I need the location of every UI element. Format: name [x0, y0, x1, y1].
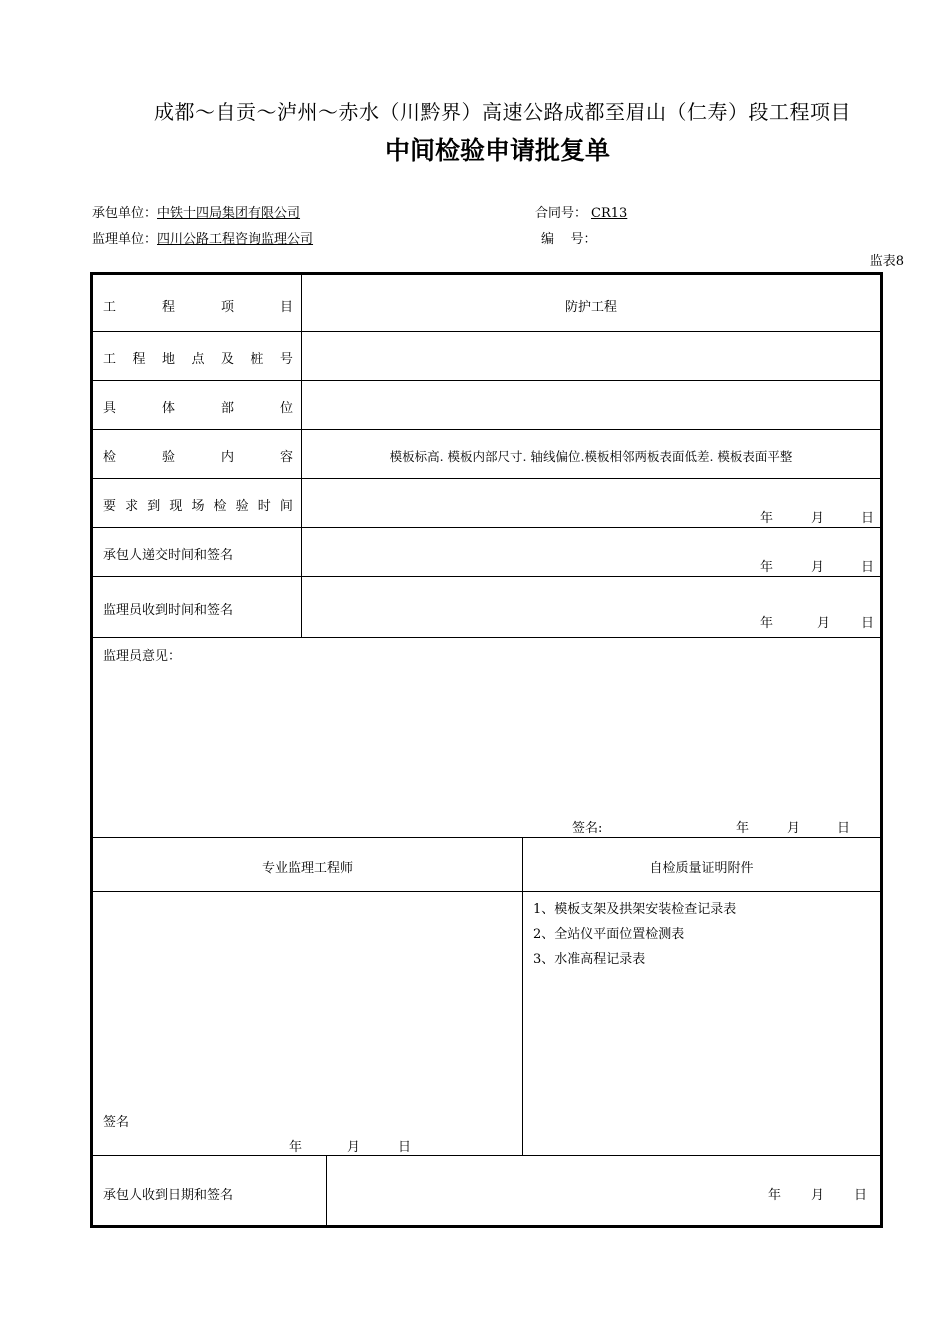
- serial-label: 编 号：: [541, 232, 597, 247]
- page-title: 中间检验申请批复单: [384, 136, 610, 165]
- location-label: 工 程 地 点 及 桩 号: [103, 352, 293, 367]
- receipt-label: 承包人收到日期和签名: [103, 1188, 234, 1203]
- opinion-date[interactable]: 年 月 日: [736, 821, 851, 836]
- project-line: 成都～自贡～泸州～赤水（川黔界）高速公路成都至眉山（仁寿）段工程项目: [154, 100, 851, 124]
- supervisor-value: 四川公路工程咨询监理公司: [157, 232, 314, 247]
- opinion-label: 监理员意见：: [103, 649, 182, 664]
- supervisor-label: 监理单位：: [92, 232, 158, 247]
- engineer-header: 专业监理工程师: [261, 861, 353, 876]
- supervisor-info: [92, 228, 313, 247]
- contractor-submit-label: 承包人递交时间和签名: [103, 548, 234, 563]
- attachment-item: 1、模板支架及拱架安装检查记录表: [533, 902, 737, 917]
- contract-no-value: CR13: [591, 206, 628, 221]
- contract-no-label: 合同号：: [535, 206, 588, 221]
- contractor-submit-date[interactable]: 年 月 日: [760, 560, 875, 575]
- contractor-info: [92, 202, 300, 221]
- contractor-label: 承包单位：: [92, 206, 158, 221]
- form-code: 监表8: [869, 254, 904, 269]
- engineer-date[interactable]: 年 月 日: [289, 1140, 412, 1155]
- contractor-value: 中铁十四局集团有限公司: [157, 206, 301, 221]
- project-value: 防护工程: [564, 300, 617, 315]
- part-label: 具 体 部 位: [103, 401, 293, 416]
- inspection-form: [90, 272, 883, 1228]
- content-label: 检 验 内 容: [103, 450, 293, 465]
- receipt-date[interactable]: 年 月 日: [768, 1188, 868, 1203]
- contract-no-info: [535, 202, 631, 221]
- project-label: 工 程 项 目: [103, 300, 293, 315]
- supervisor-receive-date[interactable]: 年 月 日: [760, 616, 875, 631]
- engineer-sign-label: 签名: [103, 1115, 130, 1130]
- content-value: 模板标高. 模板内部尺寸. 轴线偏位.模板相邻两板表面低差. 模板表面平整: [389, 449, 793, 464]
- attachments-header: 自检质量证明附件: [649, 861, 754, 876]
- opinion-sign-label: 签名:: [572, 821, 603, 836]
- serial-info: [541, 228, 625, 247]
- attachment-item: 2、全站仪平面位置检测表: [533, 927, 685, 942]
- required-time-date[interactable]: 年 月 日: [760, 511, 875, 526]
- required-time-label: 要 求 到 现 场 检 验 时 间: [103, 499, 293, 514]
- attachment-item: 3、水准高程记录表: [533, 952, 646, 967]
- supervisor-receive-label: 监理员收到时间和签名: [103, 603, 234, 618]
